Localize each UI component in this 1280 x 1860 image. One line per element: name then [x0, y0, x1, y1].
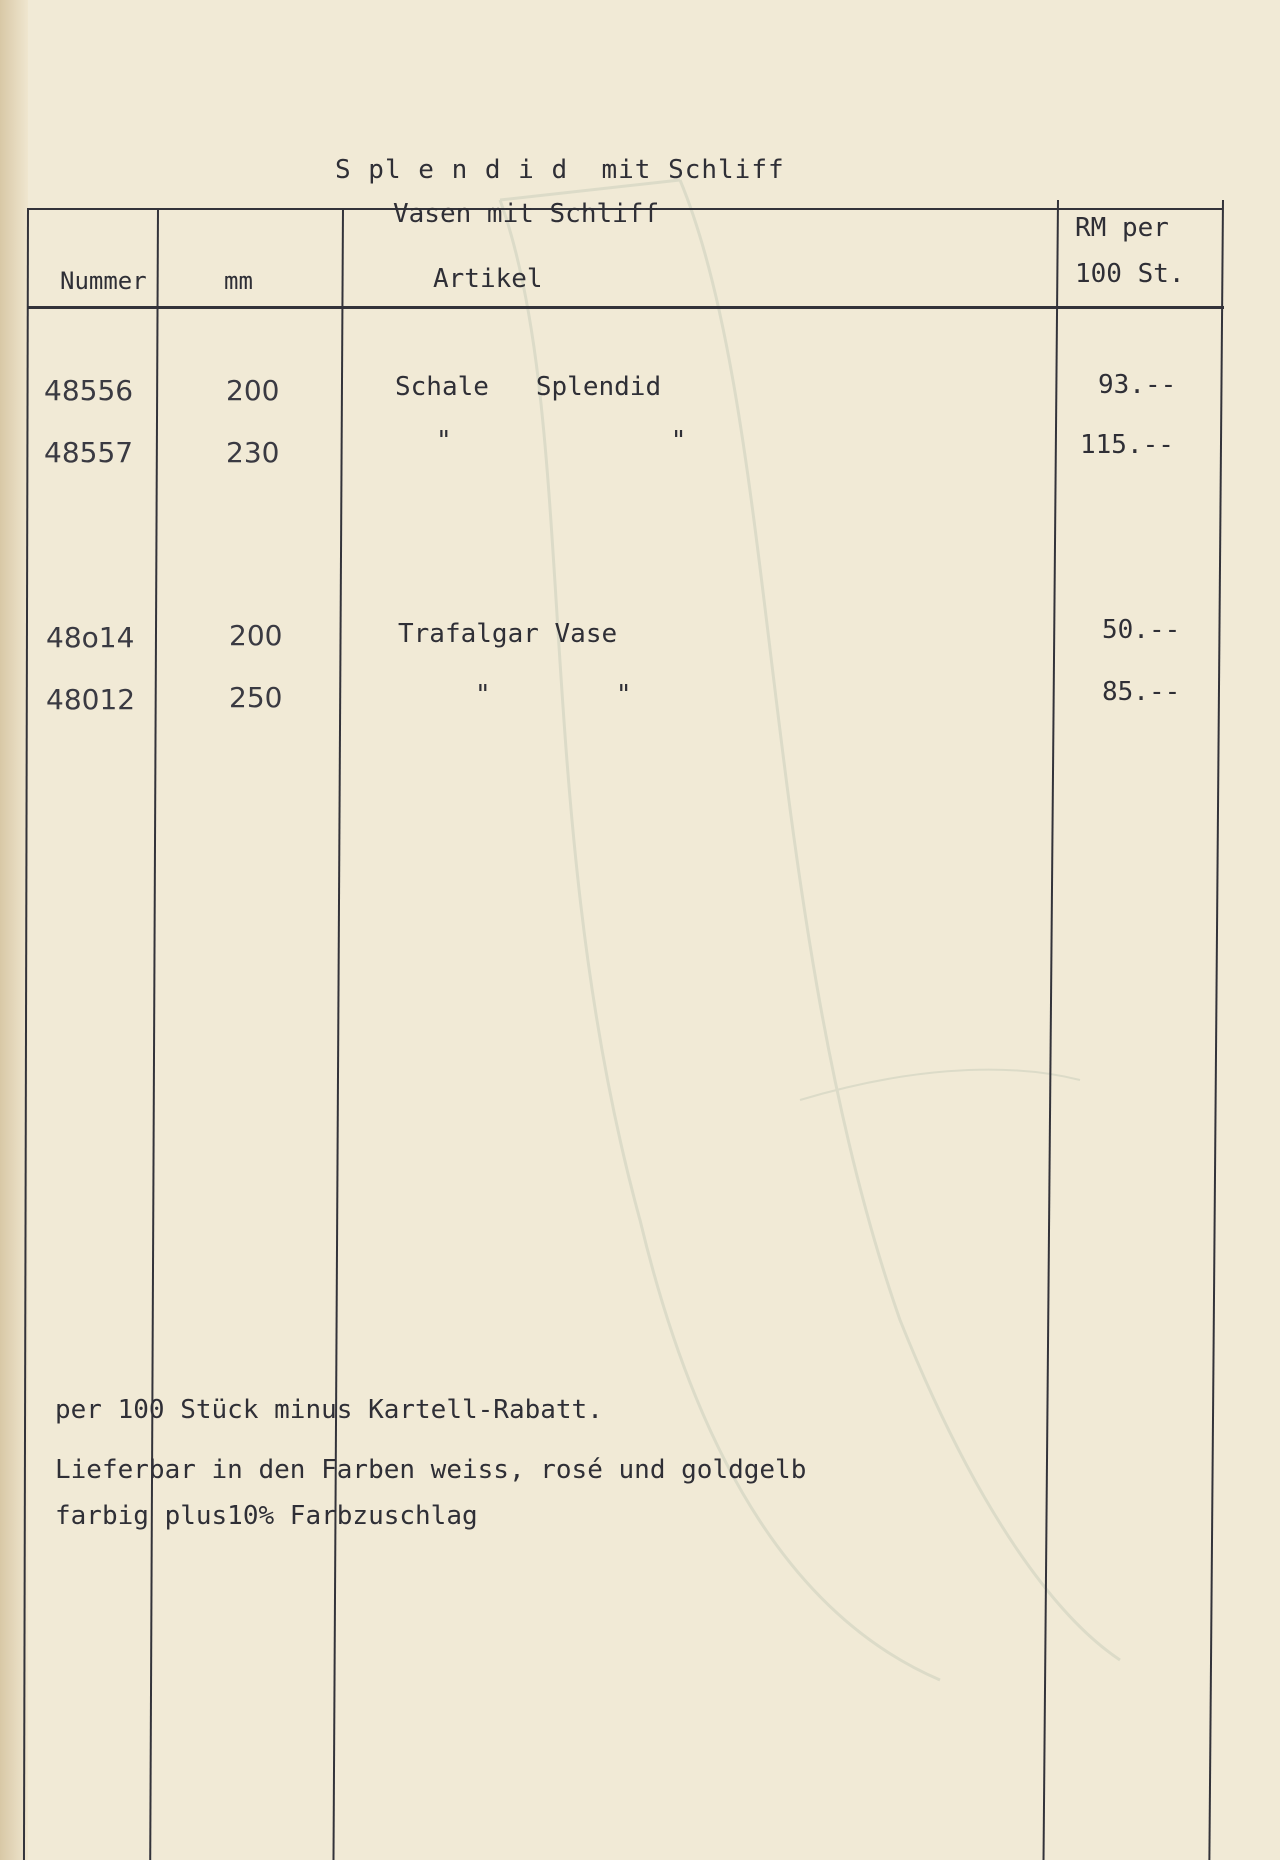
- table-right-border: [1208, 200, 1224, 1860]
- row-mm: 200: [226, 374, 280, 407]
- row-mm: 250: [229, 681, 283, 714]
- row-artikel: Schale Splendid: [395, 372, 662, 402]
- header-group-label: Vasen mit Schliff: [393, 199, 660, 229]
- row-preis: 93.--: [1098, 370, 1177, 400]
- header-price-line1: RM per: [1075, 213, 1169, 243]
- column-divider-2: [332, 208, 344, 1860]
- note-farbzuschlag: farbig plus10% Farbzuschlag: [55, 1501, 478, 1531]
- header-mm: mm: [224, 267, 253, 295]
- column-divider-1: [149, 208, 159, 1860]
- header-nummer: Nummer: [60, 267, 147, 295]
- header-bottom-rule: [27, 306, 1224, 309]
- header-price-line2: 100 St.: [1075, 259, 1185, 289]
- row-preis: 115.--: [1080, 430, 1174, 460]
- note-rabatt: per 100 Stück minus Kartell-Rabatt.: [55, 1395, 603, 1425]
- header-artikel: Artikel: [433, 264, 543, 294]
- row-nummer: 48557: [44, 436, 134, 469]
- row-preis: 50.--: [1102, 615, 1181, 645]
- row-mm: 230: [226, 436, 280, 469]
- row-artikel: Trafalgar Vase: [398, 619, 618, 649]
- row-artikel: " ": [436, 426, 687, 456]
- row-nummer: 48o14: [46, 621, 135, 654]
- row-nummer: 48012: [46, 683, 136, 716]
- page-title: S pl e n d i d mit Schliff: [335, 155, 785, 185]
- row-nummer: 48556: [44, 374, 134, 407]
- row-mm: 200: [229, 619, 283, 652]
- row-artikel: " ": [475, 680, 632, 710]
- row-preis: 85.--: [1102, 677, 1181, 707]
- note-farben: Lieferbar in den Farben weiss, rosé und goldgelb: [55, 1455, 807, 1485]
